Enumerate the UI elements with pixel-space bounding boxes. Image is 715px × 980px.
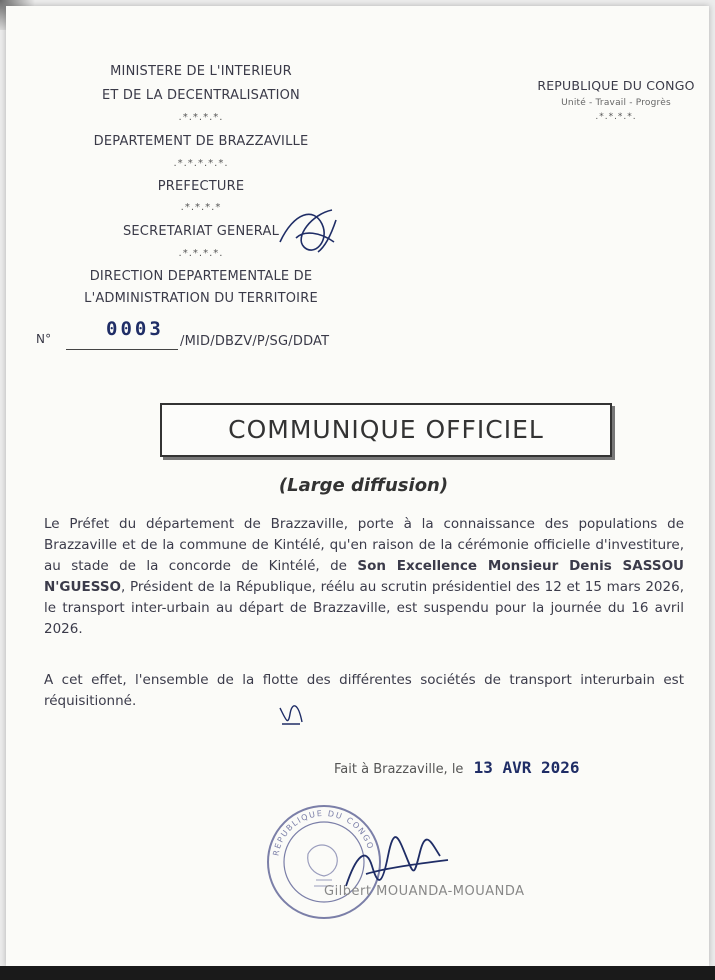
separator: .*.*.*.*.	[178, 248, 224, 259]
document-subtitle: (Large diffusion)	[278, 475, 449, 496]
initials-signature	[274, 202, 344, 262]
ministry-line1: MINISTERE DE L'INTERIEUR	[110, 64, 292, 79]
ref-prefix: N°	[36, 332, 52, 346]
ref-suffix: /MID/DBZV/P/SG/DDAT	[180, 334, 330, 349]
direction-line1: DIRECTION DEPARTEMENTALE DE	[89, 269, 313, 284]
closing-place: Fait à Brazzaville, le	[334, 762, 464, 777]
ref-number: 0003	[106, 318, 164, 340]
date-stamp: 13 AVR 2026	[473, 758, 580, 777]
separator: .*.*.*.*.	[595, 112, 637, 122]
paraph-mark	[276, 700, 306, 730]
direction-line2: L'ADMINISTRATION DU TERRITOIRE	[84, 291, 318, 306]
bottom-bar	[0, 966, 715, 980]
secretariat-label: SECRETARIAT GENERAL	[122, 224, 280, 239]
department-name: DEPARTEMENT DE BRAZZAVILLE	[93, 134, 309, 149]
separator: .*.*.*.*	[180, 202, 222, 213]
document-page	[6, 6, 709, 966]
paragraph-main-part2: , Président de la République, réélu au scrutin présidentiel des 12 et 15 mars 2026, le transport inter-urbain au départ de Brazzaville, est suspendu pour la journée du 16 avril 2026.	[44, 579, 684, 637]
title-box	[160, 403, 612, 457]
signatory-name: Gilbert MOUANDA-MOUANDA	[324, 884, 525, 899]
ref-underline	[66, 349, 178, 350]
paragraph-main-part1: Le Préfet du département de Brazzaville, porte à la connaissance des populations de Brazzaville et de la commune de Kintélé, qu'en raison de la cérémonie officielle d'investiture, au stade de la concorde de Kintélé, de	[44, 516, 684, 574]
prefecture-label: PREFECTURE	[157, 179, 245, 194]
separator: .*.*.*.*.	[178, 112, 224, 123]
document-title: COMMUNIQUE OFFICIEL	[228, 415, 544, 444]
national-motto: Unité - Travail - Progrès	[561, 98, 671, 108]
separator: .*.*.*.*.*.	[173, 158, 229, 169]
paragraph-main	[44, 514, 684, 640]
ministry-line2: ET DE LA DECENTRALISATION	[102, 88, 300, 103]
svg-text:REPUBLIQUE DU CONGO: REPUBLIQUE DU CONGO	[271, 808, 376, 857]
republic-label: REPUBLIQUE DU CONGO	[537, 78, 695, 93]
president-name: Son Excellence Monsieur Denis SASSOU N'GUESSO	[44, 558, 685, 595]
closing-place-date	[334, 758, 580, 777]
paragraph-requisition: A cet effet, l'ensemble de la flotte des différentes sociétés de transport interurbain est réquisitionné.	[44, 672, 684, 709]
